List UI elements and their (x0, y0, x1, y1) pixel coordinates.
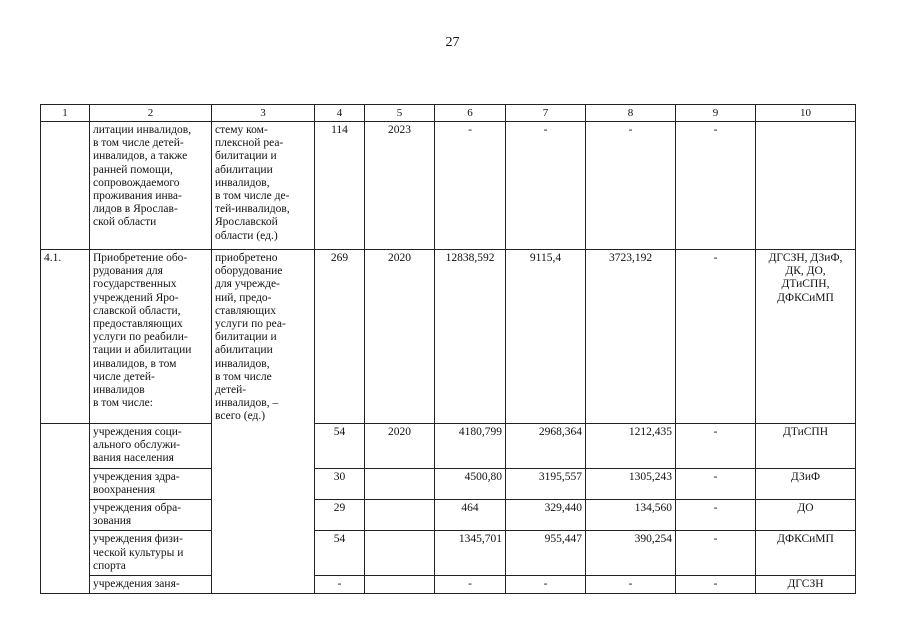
column-header: 8 (586, 105, 676, 122)
regional-funding: 134,560 (586, 500, 676, 531)
indicator-name: приобретено оборудование для учрежде- ний, предо- ставляющих услуги по реа- билитации и абилитации инвалидов, в том числе детей- инвалидов, – всего (ед.) (212, 250, 315, 594)
row-number (41, 122, 90, 250)
other-funding: - (676, 531, 756, 576)
table-row-education (41, 500, 856, 531)
indicator-name: стему ком- плексной реа- билитации и абилитации инвалидов, в том числе де- тей-инвалидов, Ярославской области (ед.) (212, 122, 315, 250)
sub-measure-name: учреждения физи- ческой культуры и спорта (90, 531, 212, 576)
column-header: 10 (756, 105, 856, 122)
executor: ДЗиФ (756, 468, 856, 499)
federal-funding: 9115,4 (506, 250, 586, 424)
executor: ДО (756, 500, 856, 531)
sub-measure-name: учреждения обра- зования (90, 500, 212, 531)
executor: ДФКСиМП (756, 531, 856, 576)
column-header: 7 (506, 105, 586, 122)
column-header: 3 (212, 105, 315, 122)
table-row-healthcare (41, 468, 856, 499)
regional-funding: 390,254 (586, 531, 676, 576)
total-funding: 12838,592 (435, 250, 506, 424)
indicator-value: 269 (315, 250, 365, 424)
federal-funding: 2968,364 (506, 424, 586, 469)
other-funding: - (676, 468, 756, 499)
other-funding: - (676, 424, 756, 469)
federal-funding: - (506, 122, 586, 250)
row-number: 4.1. (41, 250, 90, 424)
table-row-employment (41, 576, 856, 594)
table-row-continuation (41, 122, 856, 250)
program-table (40, 104, 856, 594)
federal-funding: 329,440 (506, 500, 586, 531)
executor: ДТиСПН (756, 424, 856, 469)
column-header: 6 (435, 105, 506, 122)
executor: ДГСЗН (756, 576, 856, 594)
table-row-4-1 (41, 250, 856, 424)
other-funding: - (676, 500, 756, 531)
column-header: 2 (90, 105, 212, 122)
federal-funding: 955,447 (506, 531, 586, 576)
total-funding: 4180,799 (435, 424, 506, 469)
year: 2020 (365, 250, 435, 424)
regional-funding: - (586, 122, 676, 250)
total-funding: 464 (435, 500, 506, 531)
sub-measure-name: учреждения заня- (90, 576, 212, 594)
year (365, 576, 435, 594)
measure-name: литации инвалидов, в том числе детей- инвалидов, а также ранней помощи, сопровождаемого проживания инва- лидов в Ярослав- ской области (90, 122, 212, 250)
year (365, 531, 435, 576)
regional-funding: 3723,192 (586, 250, 676, 424)
column-header: 5 (365, 105, 435, 122)
indicator-value: 29 (315, 500, 365, 531)
total-funding: 1345,701 (435, 531, 506, 576)
total-funding: 4500,80 (435, 468, 506, 499)
row-number-empty (41, 424, 90, 594)
regional-funding: 1305,243 (586, 468, 676, 499)
column-number-row (41, 105, 856, 122)
sub-measure-name: учреждения здра- воохранения (90, 468, 212, 499)
federal-funding: - (506, 576, 586, 594)
indicator-value: 30 (315, 468, 365, 499)
indicator-value: - (315, 576, 365, 594)
total-funding: - (435, 576, 506, 594)
column-header: 4 (315, 105, 365, 122)
indicator-value: 54 (315, 424, 365, 469)
other-funding: - (676, 576, 756, 594)
total-funding: - (435, 122, 506, 250)
indicator-value: 114 (315, 122, 365, 250)
executor: ДГСЗН, ДЗиФ, ДК, ДО, ДТиСПН, ДФКСиМП (756, 250, 856, 424)
table-row-social-service (41, 424, 856, 469)
year (365, 500, 435, 531)
executor (756, 122, 856, 250)
regional-funding: - (586, 576, 676, 594)
other-funding: - (676, 122, 756, 250)
sub-measure-name: учреждения соци- ального обслужи- вания населения (90, 424, 212, 469)
column-header: 9 (676, 105, 756, 122)
indicator-value: 54 (315, 531, 365, 576)
measure-name: Приобретение обо- рудования для государственных учреждений Яро- славской области, предоставляющих услуги по реабили- тации и абилитации инвалидов, в том числе детей- инвалидов в том числе: (90, 250, 212, 424)
other-funding: - (676, 250, 756, 424)
page-number: 27 (445, 35, 460, 50)
column-header: 1 (41, 105, 90, 122)
year: 2023 (365, 122, 435, 250)
regional-funding: 1212,435 (586, 424, 676, 469)
table-row-sport (41, 531, 856, 576)
year: 2020 (365, 424, 435, 469)
federal-funding: 3195,557 (506, 468, 586, 499)
year (365, 468, 435, 499)
